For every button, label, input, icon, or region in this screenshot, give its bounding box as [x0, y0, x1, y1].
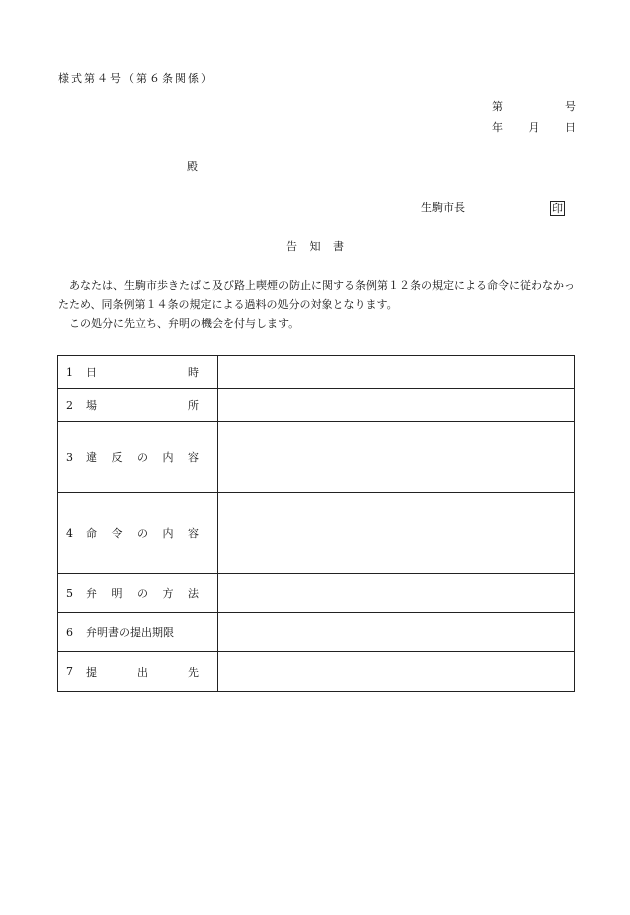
datetime-value-cell[interactable]	[218, 356, 575, 389]
label-char: 内	[162, 451, 174, 464]
title-char-1: 告	[286, 240, 297, 253]
table-row	[58, 422, 575, 493]
row-number: 3	[66, 450, 73, 464]
addressee-suffix: 殿	[187, 160, 198, 173]
label-char: 容	[188, 451, 199, 464]
label-char: 日	[86, 366, 97, 379]
deadline-value-cell[interactable]	[218, 613, 575, 652]
label-char: 明	[111, 587, 123, 600]
table-row	[58, 356, 575, 389]
date-line	[492, 119, 576, 135]
label-char: 方	[162, 587, 174, 600]
row-label-order	[58, 493, 218, 574]
number-suffix: 号	[565, 100, 576, 113]
label-char: 場	[86, 399, 97, 412]
label-char: 命	[86, 527, 97, 540]
row-label-datetime	[58, 356, 218, 389]
method-value-cell[interactable]	[218, 574, 575, 613]
number-prefix: 第	[492, 100, 503, 113]
row-number: 2	[66, 398, 73, 412]
place-value-cell[interactable]	[218, 389, 575, 422]
row-number: 6	[66, 625, 73, 639]
notice-body	[58, 276, 578, 333]
label-text: 弁明書の提出期限	[86, 626, 174, 639]
row-number: 7	[66, 665, 73, 678]
notice-paragraph-2: この処分に先立ち、弁明の機会を付与します。	[69, 317, 300, 330]
label-char: の	[137, 451, 148, 464]
notice-paragraph-1: あなたは、生駒市歩きたばこ及び路上喫煙の防止に関する条例第１２条の規定による命令に従わなかったため、同条例第１４条の規定による過料の処分の対象となります。	[58, 279, 575, 311]
label-char: の	[137, 527, 148, 540]
document-title	[286, 238, 344, 254]
row-number: 1	[66, 365, 73, 379]
form-id: 様式第４号（第６条関係）	[58, 72, 214, 85]
document-number-line	[492, 98, 576, 114]
date-year: 年	[492, 121, 503, 134]
table-row	[58, 493, 575, 574]
row-label-violation	[58, 422, 218, 493]
row-label-method	[58, 574, 218, 613]
seal-text: 印	[552, 202, 563, 215]
table-row	[58, 574, 575, 613]
seal-mark	[550, 197, 565, 216]
order-value-cell[interactable]	[218, 493, 575, 574]
row-label-place	[58, 389, 218, 422]
label-char: 法	[188, 587, 199, 600]
label-char: 内	[162, 527, 174, 540]
row-label-deadline	[58, 613, 218, 652]
issuer-name: 生駒市長	[421, 201, 465, 214]
label-char: 提	[86, 665, 97, 679]
label-char: 弁	[86, 587, 97, 600]
label-char: 令	[111, 527, 123, 540]
date-day: 日	[565, 121, 576, 134]
row-label-destination	[58, 652, 218, 692]
label-char: 違	[86, 451, 97, 464]
title-char-3: 書	[333, 240, 344, 253]
label-char: の	[137, 587, 148, 600]
title-char-2: 知	[309, 240, 321, 253]
label-char: 出	[137, 665, 148, 679]
label-char: 所	[188, 399, 199, 412]
notice-form-table	[57, 355, 575, 692]
table-row	[58, 652, 575, 692]
label-char: 先	[188, 665, 199, 679]
table-row	[58, 613, 575, 652]
violation-value-cell[interactable]	[218, 422, 575, 493]
row-number: 5	[66, 586, 73, 600]
label-char: 時	[188, 366, 199, 379]
label-char: 反	[111, 451, 123, 464]
table-row	[58, 389, 575, 422]
destination-value-cell[interactable]	[218, 652, 575, 692]
row-number: 4	[66, 526, 73, 540]
date-month: 月	[528, 121, 540, 134]
label-char: 容	[188, 527, 199, 540]
